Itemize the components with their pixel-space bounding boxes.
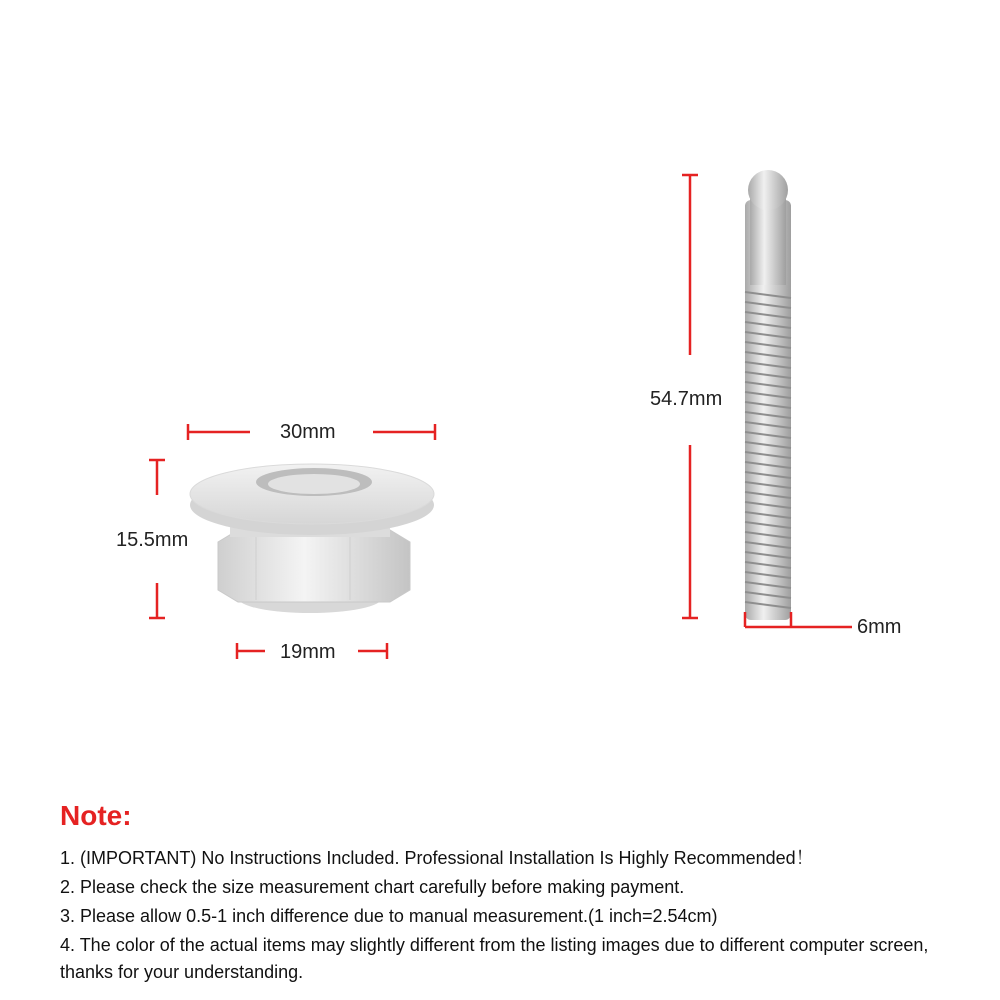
note-list bbox=[60, 845, 980, 988]
note-item: 2. Please check the size measurement chart carefully before making payment. bbox=[60, 877, 685, 897]
body-height-label: 15.5mm bbox=[116, 529, 189, 551]
fastener-body bbox=[190, 464, 434, 613]
cap-diameter-label: 30mm bbox=[280, 421, 336, 443]
pin-diameter-label: 6mm bbox=[857, 616, 902, 638]
pin-length-label: 54.7mm bbox=[650, 388, 723, 410]
note-title: Note: bbox=[60, 800, 132, 831]
nut-width-label: 19mm bbox=[280, 641, 336, 663]
fastener-pin bbox=[745, 170, 791, 620]
note-item: 3. Please allow 0.5-1 inch difference due to manual measurement.(1 inch=2.54cm) bbox=[60, 906, 718, 926]
note-item: 1. (IMPORTANT) No Instructions Included. Professional Installation Is Highly Recommended！ bbox=[60, 848, 814, 868]
note-item: 4. The color of the actual items may slightly different from the listing images due to different computer screen, thanks for your understanding. bbox=[60, 935, 929, 982]
